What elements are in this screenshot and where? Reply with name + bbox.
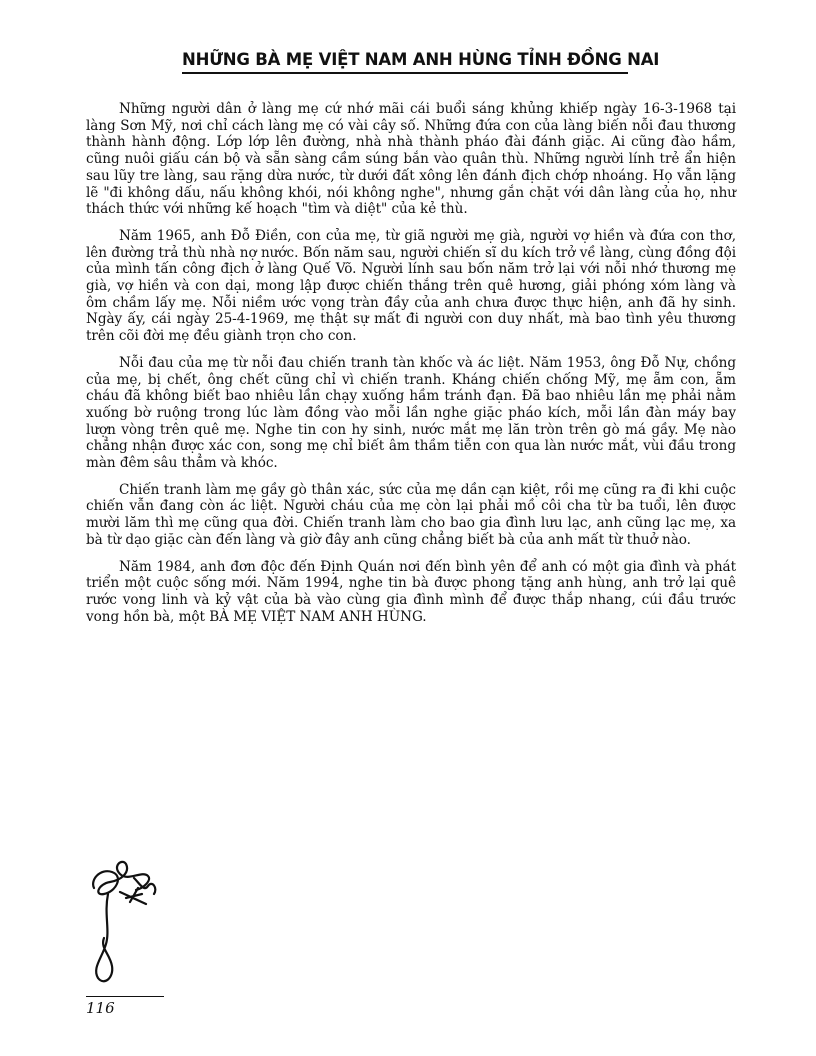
paragraph-1: Những người dân ở làng mẹ cứ nhớ mãi cái buổi sáng khủng khiếp ngày 16-3-1968 tại làng Sơn Mỹ, nơi chỉ cách làng mẹ có vài cây số. Những đứa con của làng biến nỗi đau thương thành hành động. Lớp lớp lên đường, nhà nhà thành pháo đài đánh giặc. Ai cũng đào hầm, cũng nuôi giấu cán bộ và sẵn sàng cầm súng bắn vào quân thù. Những người lính trẻ ẩn hiện sau lũy tre làng, sau rặng dừa nước, từ dưới đất xông lên đánh địch chớp nhoáng. Họ vẫn lặng lẽ "đi không dấu, nấu không khói, nói không nghe", nhưng gắn chặt với dân làng của họ, như thách thức với những kế hoạch "tìm và diệt" của kẻ thù. (86, 101, 736, 218)
body-text (86, 101, 736, 635)
footer-rule (86, 996, 164, 997)
paragraph-3: Nỗi đau của mẹ từ nỗi đau chiến tranh tàn khốc và ác liệt. Năm 1953, ông Đỗ Nự, chồng của mẹ, bị chết, ông chết cũng chỉ vì chiến tranh. Kháng chiến chống Mỹ, mẹ ẵm con, ẵm cháu đã không biết bao nhiêu lần chạy xuống hầm tránh đạn. Đã bao nhiêu lần mẹ phải nằm xuống bờ ruộng trong lúc làm đồng vào mỗi lần nghe giặc pháo kích, mỗi lần đàn máy bay lượn vòng trên quê mẹ. Nghe tin con hy sinh, nước mắt mẹ lăn tròn trên gò má gầy. Mẹ nào chẳng nhận được xác con, song mẹ chỉ biết âm thầm tiễn con qua làn nước mắt, vùi đầu trong màn đêm sâu thẳm và khóc. (86, 354, 736, 472)
header-underline (182, 72, 628, 74)
page-number: 116 (86, 999, 115, 1017)
paragraph-4: Chiến tranh làm mẹ gầy gò thân xác, sức của mẹ dần cạn kiệt, rồi mẹ cũng ra đi khi cuộc chiến vẫn đang còn ác liệt. Người cháu của mẹ còn lại phải mồ côi cha từ ba tuổi, lên được mười lăm thì mẹ cũng qua đời. Chiến tranh làm cho bao gia đình lưu lạc, anh cũng lạc mẹ, xa bà từ dạo giặc càn đến làng và giờ đây anh cũng chẳng biết bà của anh mất từ thuở nào. (86, 481, 736, 548)
paragraph-5: Năm 1984, anh đơn độc đến Định Quán nơi đến bình yên để anh có một gia đình và phát triển một cuộc sống mới. Năm 1994, nghe tin bà được phong tặng anh hùng, anh trở lại quê rước vong linh và kỷ vật của bà vào cùng gia đình mình để được thắp nhang, cúi đầu trước vong hồn bà, một BÀ MẸ VIỆT NAM ANH HÙNG. (86, 558, 736, 625)
handwritten-signature (86, 858, 176, 988)
page-header-title: NHỮNG BÀ MẸ VIỆT NAM ANH HÙNG TỈNH ĐỒNG NAI (182, 50, 660, 69)
paragraph-2: Năm 1965, anh Đỗ Điền, con của mẹ, từ giã người mẹ già, người vợ hiền và đứa con thơ, lên đường trả thù nhà nợ nước. Bốn năm sau, người chiến sĩ du kích trở về làng, cùng đồng đội của mình tấn công địch ở làng Quế Võ. Người lính sau bốn năm trở lại với nỗi nhớ thương mẹ già, vợ hiền và con dại, mong lập được chiến thắng trên quê hương, giải phóng xóm làng và ôm chầm lấy mẹ. Nỗi niềm ước vọng tràn đầy của anh chưa được thực hiện, anh đã hy sinh. Ngày ấy, cái ngày 25-4-1969, mẹ thật sự mất đi người con duy nhất, mà bao tình yêu thương trên cõi đời mẹ đều giành trọn cho con. (86, 227, 736, 345)
